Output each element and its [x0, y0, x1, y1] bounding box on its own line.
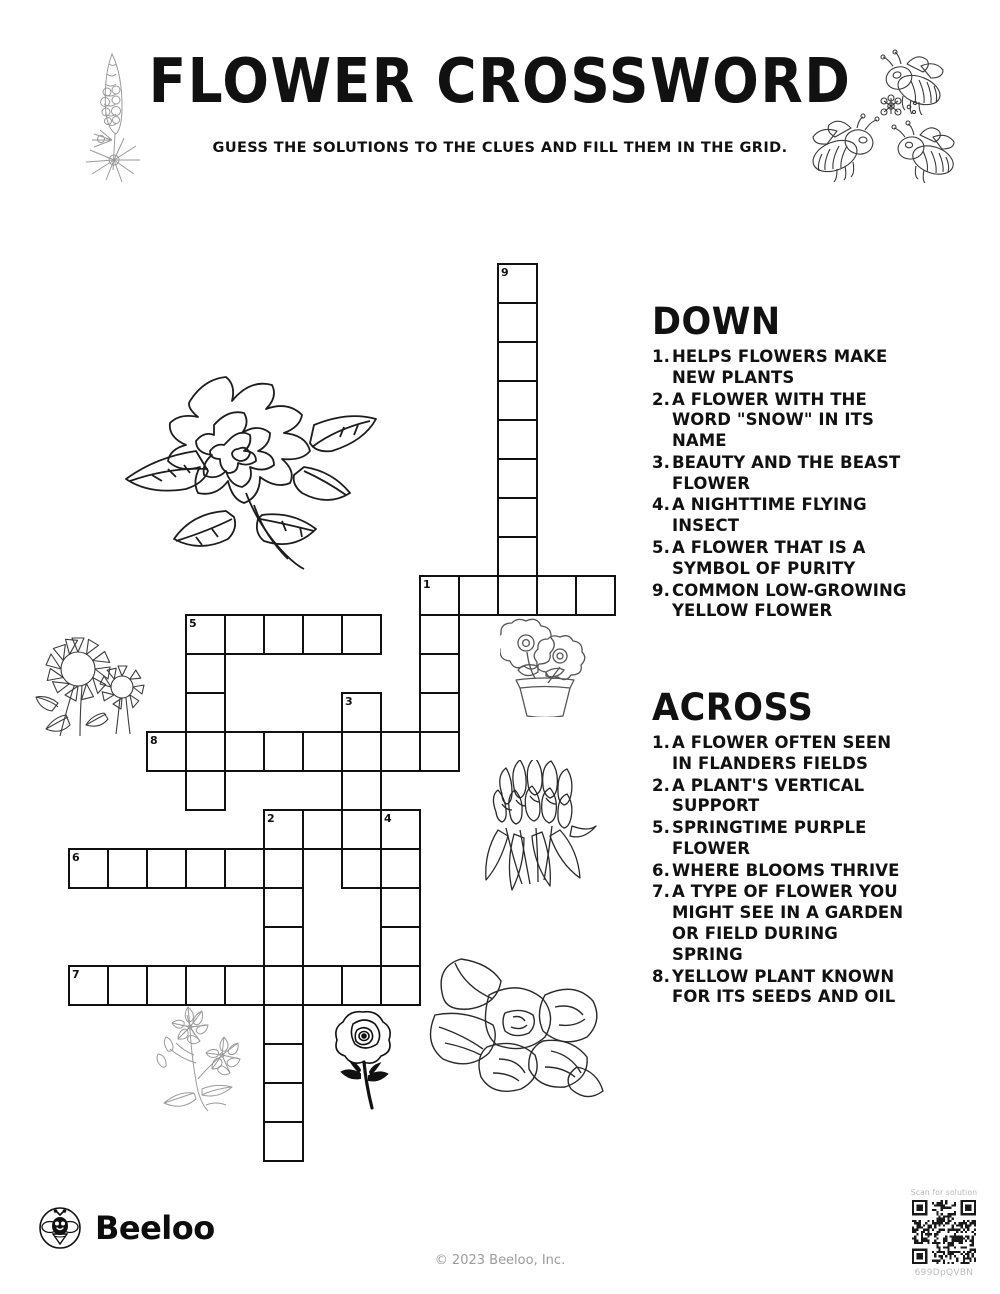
qr-code-icon[interactable]	[912, 1200, 976, 1264]
clue-number: 5.	[652, 818, 670, 838]
crossword-cell[interactable]	[497, 302, 538, 343]
crossword-cell[interactable]	[185, 692, 226, 733]
crossword-cell[interactable]	[146, 965, 187, 1006]
crossword-cell[interactable]	[497, 341, 538, 382]
crossword-cell[interactable]	[68, 848, 109, 889]
crossword-cell[interactable]	[380, 809, 421, 850]
clue-item	[652, 453, 914, 495]
clue-number: 5.	[652, 538, 670, 558]
crossword-cell[interactable]	[146, 848, 187, 889]
clue-item	[652, 495, 914, 537]
crossword-cell[interactable]	[341, 809, 382, 850]
crossword-cell[interactable]	[302, 809, 343, 850]
clues-down-heading: DOWN	[652, 300, 781, 344]
crossword-cell[interactable]	[302, 965, 343, 1006]
crossword-cell[interactable]	[263, 1043, 304, 1084]
clue-number: 7.	[652, 882, 670, 902]
clues-across	[652, 686, 914, 1009]
crossword-cell[interactable]	[575, 575, 616, 616]
clue-number: 9.	[652, 580, 670, 600]
brand-logo	[38, 1206, 215, 1250]
copyright-text: © 2023 Beeloo, Inc.	[434, 1253, 566, 1268]
clue-item	[652, 390, 914, 452]
crossword-cell[interactable]	[185, 614, 226, 655]
crossword-cell[interactable]	[263, 1121, 304, 1162]
crossword-cell[interactable]	[224, 731, 265, 772]
crossword-cell[interactable]	[380, 731, 421, 772]
clue-text: A FLOWER THAT IS A SYMBOL OF PURITY	[672, 538, 866, 578]
crossword-cell-number: 3	[345, 695, 353, 708]
qr-id: 699DpQVBN	[914, 1268, 974, 1278]
crossword-cell[interactable]	[263, 614, 304, 655]
crossword-cell-number: 6	[72, 851, 80, 864]
crossword-cell[interactable]	[263, 848, 304, 889]
crossword-cell-number: 4	[384, 812, 392, 825]
crossword-cell[interactable]	[380, 887, 421, 928]
clue-text: BEAUTY AND THE BEAST FLOWER	[672, 452, 901, 493]
crossword-cell-number: 1	[423, 578, 431, 591]
crossword-cell[interactable]	[68, 965, 109, 1006]
crossword-cell[interactable]	[263, 1082, 304, 1123]
clue-item	[652, 861, 914, 882]
crossword-cell[interactable]	[302, 731, 343, 772]
crossword-cell[interactable]	[263, 887, 304, 928]
clue-number: 4.	[652, 495, 670, 515]
crossword-cell-number: 2	[267, 812, 275, 825]
crossword-cell-number: 7	[72, 968, 80, 981]
clue-text: YELLOW PLANT KNOWN FOR ITS SEEDS AND OIL	[672, 966, 896, 1007]
crossword-cell[interactable]	[263, 1004, 304, 1045]
brand-name: Beeloo	[95, 1209, 215, 1247]
crossword-cell[interactable]	[224, 848, 265, 889]
crossword-cell-number: 5	[189, 617, 197, 630]
clues-across-heading: ACROSS	[652, 686, 814, 730]
crossword-cell[interactable]	[263, 731, 304, 772]
crossword-cell-number: 8	[150, 734, 158, 747]
crossword-cell[interactable]	[497, 380, 538, 421]
crossword-cell[interactable]	[497, 458, 538, 499]
clue-number: 6.	[652, 860, 670, 880]
clue-text: A FLOWER WITH THE WORD "SNOW" IN ITS NAME	[672, 389, 874, 451]
clue-text: SPRINGTIME PURPLE FLOWER	[672, 818, 867, 858]
crossword-cell[interactable]	[419, 653, 460, 694]
clues-across-list	[652, 733, 914, 1008]
crossword-cell[interactable]	[146, 731, 187, 772]
clue-item	[652, 538, 914, 580]
crossword-cell[interactable]	[107, 965, 148, 1006]
clue-item	[652, 818, 914, 860]
clue-item	[652, 733, 914, 775]
clue-text: A NIGHTTIME FLYING INSECT	[672, 495, 867, 536]
crossword-cell[interactable]	[341, 770, 382, 811]
crossword-cell[interactable]	[419, 692, 460, 733]
clue-item	[652, 347, 914, 389]
crossword-cell[interactable]	[341, 965, 382, 1006]
crossword-cell[interactable]	[380, 965, 421, 1006]
crossword-cell[interactable]	[263, 965, 304, 1006]
crossword-cell[interactable]	[497, 263, 538, 304]
page-title: FLOWER CROSSWORD	[148, 45, 852, 117]
crossword-cell[interactable]	[536, 575, 577, 616]
crossword-cell[interactable]	[185, 770, 226, 811]
clue-text: WHERE BLOOMS THRIVE	[672, 860, 900, 880]
clue-item	[652, 776, 914, 818]
crossword-cell[interactable]	[497, 419, 538, 460]
crossword-cell[interactable]	[419, 575, 460, 616]
beeloo-bee-icon	[38, 1206, 82, 1250]
crossword-cell[interactable]	[341, 731, 382, 772]
crossword-cell[interactable]	[185, 731, 226, 772]
crossword-cell[interactable]	[497, 575, 538, 616]
crossword-cell-number: 9	[501, 266, 509, 279]
page-subtitle: GUESS THE SOLUTIONS TO THE CLUES AND FILL THEM IN THE GRID.	[212, 140, 788, 156]
crossword-cell[interactable]	[380, 926, 421, 967]
clue-item	[652, 581, 914, 623]
clue-number: 3.	[652, 452, 670, 472]
clue-text: HELPS FLOWERS MAKE NEW PLANTS	[672, 347, 888, 387]
clue-number: 2.	[652, 775, 670, 795]
crossword-cell[interactable]	[263, 926, 304, 967]
crossword-cell[interactable]	[497, 536, 538, 577]
crossword-cell[interactable]	[419, 731, 460, 772]
crossword-cell[interactable]	[185, 848, 226, 889]
crossword-cell[interactable]	[341, 848, 382, 889]
clue-text: COMMON LOW-GROWING YELLOW FLOWER	[672, 580, 907, 621]
crossword-cell[interactable]	[185, 653, 226, 694]
crossword-cell[interactable]	[497, 497, 538, 538]
clue-number: 1.	[652, 347, 670, 366]
crossword-cell[interactable]	[224, 614, 265, 655]
clue-number: 2.	[652, 389, 670, 409]
crossword-cell[interactable]	[302, 614, 343, 655]
qr-section	[906, 1188, 982, 1278]
crossword-cell[interactable]	[458, 575, 499, 616]
crossword-cell[interactable]	[263, 809, 304, 850]
crossword-cell[interactable]	[107, 848, 148, 889]
clue-text: A TYPE OF FLOWER YOU MIGHT SEE IN A GARDEN OR FIELD DURING SPRING	[672, 882, 904, 964]
qr-label: Scan for solution	[910, 1188, 978, 1197]
clue-text: A FLOWER OFTEN SEEN IN FLANDERS FIELDS	[672, 733, 892, 773]
crossword-cell[interactable]	[419, 614, 460, 655]
clue-item	[652, 967, 914, 1009]
clue-number: 8.	[652, 966, 670, 986]
clue-number: 1.	[652, 733, 670, 752]
clues-down-list	[652, 347, 914, 622]
crossword-cell[interactable]	[341, 692, 382, 733]
crossword-cell[interactable]	[185, 965, 226, 1006]
clue-text: A PLANT'S VERTICAL SUPPORT	[672, 775, 865, 816]
crossword-cell[interactable]	[380, 848, 421, 889]
clue-item	[652, 882, 914, 965]
crossword-cell[interactable]	[341, 614, 382, 655]
crossword-cell[interactable]	[224, 965, 265, 1006]
clues-down	[652, 300, 914, 623]
